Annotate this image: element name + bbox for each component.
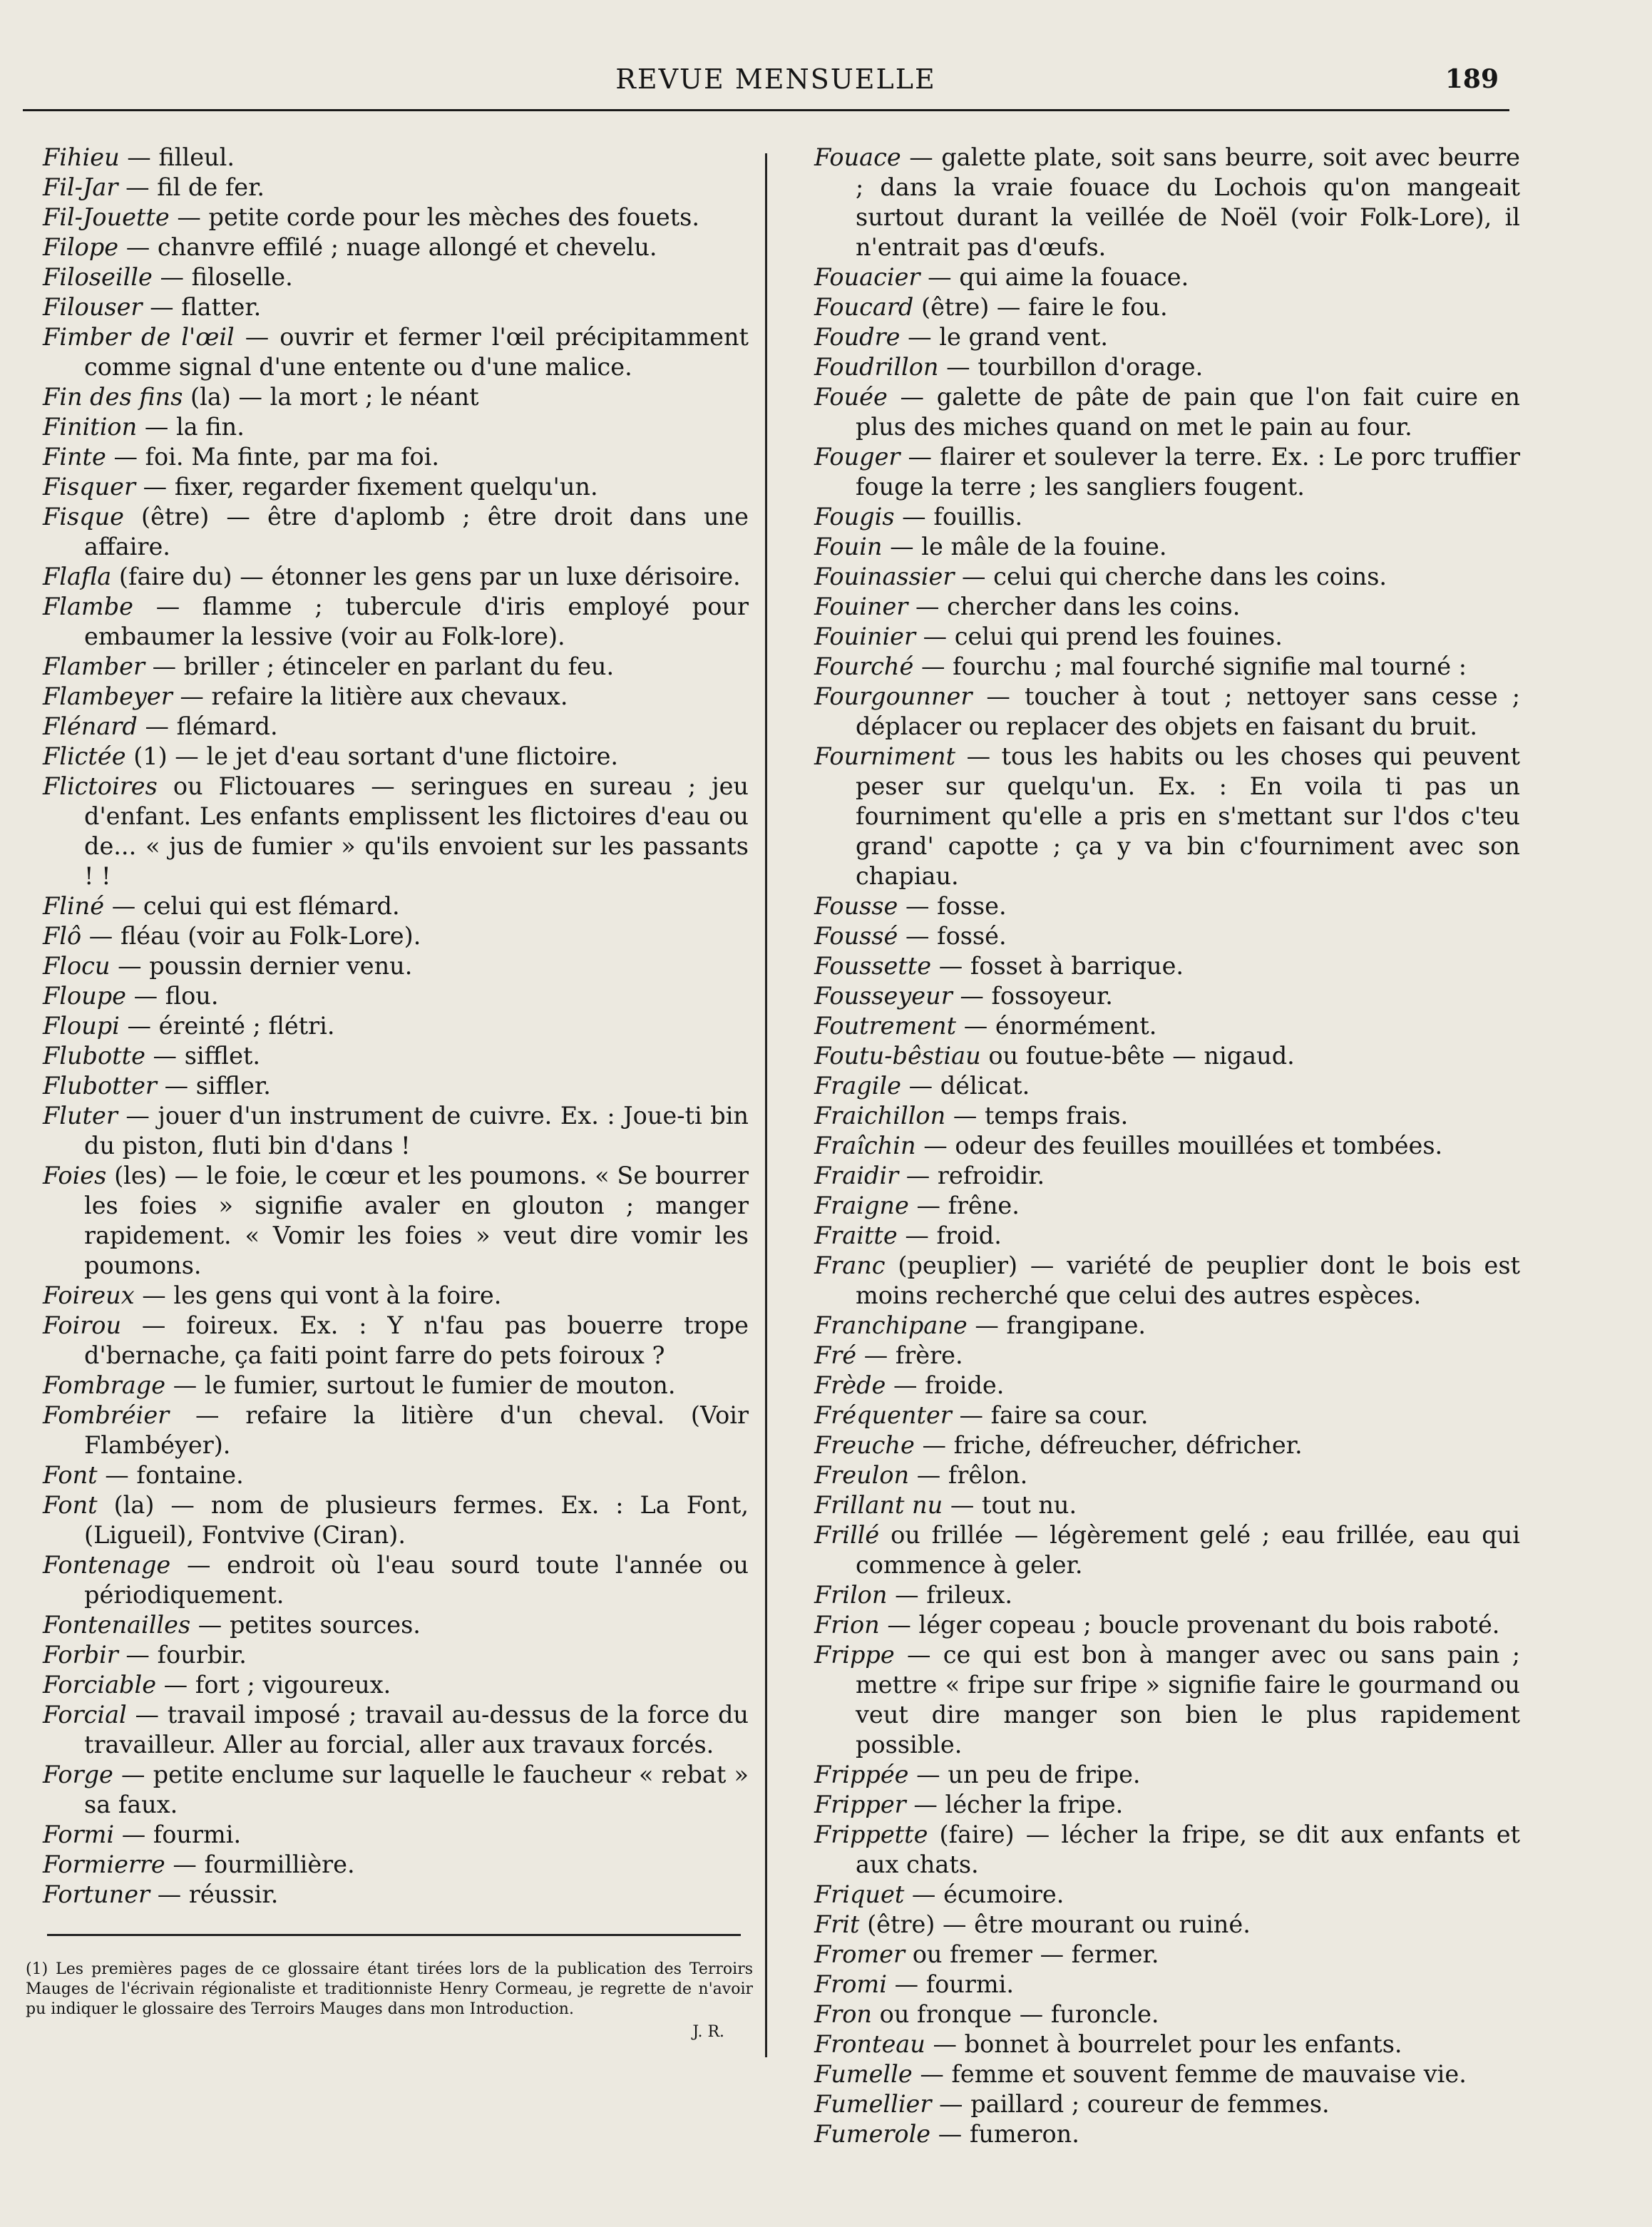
entry-headword: Frillé (814, 1521, 880, 1549)
entry-definition: ou frillée — légèrement gelé ; eau frillée, eau qui commence à geler. (856, 1521, 1520, 1579)
entry-definition: (faire) — lécher la fripe, se dit aux enfants et aux chats. (856, 1821, 1520, 1878)
entry-definition: — filleul. (119, 143, 235, 171)
entry-headword: Fimber de l'œil (43, 323, 235, 351)
glossary-entry (814, 1490, 1520, 1520)
entry-headword: Fraigne (814, 1192, 909, 1219)
glossary-entry (814, 1820, 1520, 1880)
entry-definition: — petite enclume sur laquelle le faucheur « rebat » sa faux. (84, 1761, 749, 1818)
glossary-entry (43, 1281, 749, 1311)
glossary-entry (814, 1191, 1520, 1221)
glossary-entry (814, 352, 1520, 382)
entry-definition: (la) — la mort ; le néant (183, 383, 479, 411)
entry-definition: (être) — faire le fou. (913, 293, 1168, 321)
glossary-entry (43, 1640, 749, 1670)
entry-definition: — flairer et soulever la terre. Ex. : Le porc truffier fouge la terre ; les sangliers fougent. (856, 443, 1520, 501)
entry-definition: ou foutue-bête — nigaud. (980, 1042, 1295, 1070)
glossary-entry (814, 1610, 1520, 1640)
glossary-entry (43, 292, 749, 322)
entry-definition: — foireux. Ex. : Y n'fau pas bouerre trope d'bernache, ça faiti point farre do pets foiroux ? (84, 1311, 749, 1369)
entry-headword: Foussette (814, 952, 932, 980)
entry-definition: — faire sa cour. (951, 1401, 1149, 1429)
entry-definition: — frangipane. (967, 1311, 1146, 1339)
glossary-entry (43, 1760, 749, 1820)
glossary-entry (814, 592, 1520, 622)
glossary-entry (43, 742, 749, 772)
entry-headword: Foucard (814, 293, 914, 321)
entry-definition: ou fremer — fermer. (905, 1940, 1159, 1968)
entry-headword: Fin des fins (43, 383, 183, 411)
glossary-entry (814, 1071, 1520, 1101)
column-divider (765, 153, 767, 2057)
glossary-entry (43, 1850, 749, 1880)
glossary-entry (43, 412, 749, 442)
entry-definition: — fort ; vigoureux. (156, 1671, 391, 1699)
entry-headword: Fortuner (43, 1880, 150, 1908)
entry-headword: Franc (814, 1251, 886, 1279)
entry-definition: — fouillis. (894, 503, 1023, 531)
entry-definition: — tous les habits ou les choses qui peuvent peser sur quelqu'un. Ex. : En voila ti pas un fourniment qu'elle a pris en s'mettant sur l'dos c'teu grand' capotte ; ça y va bin c'fourniment avec son chapiau. (856, 742, 1520, 890)
entry-definition: (1) — le jet d'eau sortant d'une flictoire. (125, 742, 619, 770)
glossary-left-column (43, 143, 749, 1910)
glossary-entry (43, 322, 749, 382)
glossary-entry (43, 772, 749, 891)
entry-headword: Foies (43, 1162, 107, 1189)
glossary-entry (814, 292, 1520, 322)
entry-headword: Fisque (43, 503, 124, 531)
entry-definition: — le fumier, surtout le fumier de mouton. (165, 1371, 676, 1399)
glossary-entry (814, 1101, 1520, 1131)
entry-definition: — refaire la litière aux chevaux. (172, 682, 568, 710)
entry-definition: — énormément. (956, 1012, 1157, 1040)
entry-definition: — frère. (856, 1341, 963, 1369)
entry-definition: — fontaine. (97, 1461, 244, 1489)
entry-headword: Fron (814, 2000, 873, 2028)
glossary-entry (43, 1011, 749, 1041)
entry-definition: — travail imposé ; travail au-dessus de la force du travailleur. Aller au forcial, aller aux travaux forcés. (84, 1701, 749, 1758)
entry-definition: — endroit où l'eau sourd toute l'année ou périodiquement. (84, 1551, 749, 1609)
entry-headword: Fumerole (814, 2120, 931, 2148)
entry-headword: Font (43, 1461, 98, 1489)
entry-definition: — fosse. (898, 892, 1007, 920)
glossary-entry (814, 1760, 1520, 1790)
glossary-entry (43, 1311, 749, 1371)
entry-definition: — le mâle de la fouine. (882, 533, 1167, 560)
entry-definition: — refaire la litière d'un cheval. (Voir Flambéyer). (84, 1401, 749, 1459)
glossary-entry (814, 1430, 1520, 1460)
glossary-entry (814, 2029, 1520, 2059)
entry-headword: Fouiner (814, 593, 908, 620)
entry-definition: — éreinté ; flétri. (119, 1012, 335, 1040)
entry-headword: Frippette (814, 1821, 928, 1848)
entry-headword: Fouger (814, 443, 901, 471)
glossary-entry (814, 1640, 1520, 1760)
entry-headword: Fluter (43, 1102, 118, 1130)
entry-definition: — celui qui prend les fouines. (915, 623, 1283, 650)
entry-definition: — fumeron. (930, 2120, 1079, 2148)
entry-definition: — celui qui cherche dans les coins. (954, 563, 1387, 590)
entry-definition: — filoselle. (152, 263, 293, 291)
glossary-entry (43, 1041, 749, 1071)
entry-headword: Formierre (43, 1850, 165, 1878)
entry-definition: — chercher dans les coins. (908, 593, 1241, 620)
glossary-entry (814, 1401, 1520, 1430)
glossary-entry (43, 382, 749, 412)
glossary-entry (814, 1011, 1520, 1041)
footnote-text: (1) Les premières pages de ce glossaire étant tirées lors de la publication des Terroirs Mauges de l'écrivain régionaliste et traditionniste Henry Cormeau, je regrette de n'avoir pu indiquer le glossaire des Terroirs Mauges dans mon Introduction. (26, 1960, 753, 2018)
entry-definition: — tourbillon d'orage. (938, 353, 1204, 381)
entry-headword: Fripper (814, 1791, 906, 1818)
entry-headword: Fougis (814, 503, 895, 531)
entry-definition: — frêne. (908, 1192, 1020, 1219)
glossary-entry (814, 1221, 1520, 1251)
glossary-entry (43, 232, 749, 262)
entry-definition: — briller ; étinceler en parlant du feu. (144, 652, 615, 680)
glossary-entry (814, 1161, 1520, 1191)
entry-headword: Flamber (43, 652, 145, 680)
entry-headword: Filouser (43, 293, 143, 321)
footnote (26, 1960, 753, 2042)
entry-definition: — petite corde pour les mèches des fouets. (169, 203, 699, 231)
glossary-right-column (814, 143, 1520, 2149)
entry-headword: Flafla (43, 563, 112, 590)
entry-headword: Fumellier (814, 2090, 932, 2118)
entry-headword: Foudrillon (814, 353, 939, 381)
entry-definition: — fossé. (898, 922, 1007, 950)
glossary-entry (43, 921, 749, 951)
entry-headword: Finte (43, 443, 106, 471)
glossary-entry (43, 442, 749, 472)
glossary-entry (814, 1131, 1520, 1161)
entry-headword: Finition (43, 413, 138, 441)
glossary-entry (43, 652, 749, 682)
entry-definition: — temps frais. (945, 1102, 1129, 1130)
entry-definition: — fixer, regarder fixement quelqu'un. (135, 473, 598, 501)
glossary-entry (43, 1490, 749, 1550)
glossary-entry (814, 1311, 1520, 1341)
glossary-entry (814, 1790, 1520, 1820)
glossary-entry (814, 143, 1520, 262)
entry-headword: Forbir (43, 1641, 118, 1669)
entry-headword: Fouinassier (814, 563, 955, 590)
entry-headword: Flô (43, 922, 82, 950)
entry-headword: Fisquer (43, 473, 136, 501)
glossary-entry (43, 1880, 749, 1910)
entry-headword: Flubotter (43, 1072, 157, 1100)
glossary-entry (814, 1041, 1520, 1071)
glossary-entry (814, 532, 1520, 562)
entry-definition: — poussin dernier venu. (110, 952, 413, 980)
entry-headword: Flambeyer (43, 682, 173, 710)
entry-headword: Forcial (43, 1701, 127, 1729)
entry-definition: — ouvrir et fermer l'œil précipitamment comme signal d'une entente ou d'une malice. (84, 323, 749, 381)
entry-headword: Fontenailles (43, 1611, 191, 1639)
entry-definition: ou fronque — furoncle. (872, 2000, 1159, 2028)
entry-headword: Fouée (814, 383, 888, 411)
entry-headword: Fourniment (814, 742, 956, 770)
entry-headword: Fouin (814, 533, 883, 560)
entry-headword: Fouace (814, 143, 901, 171)
glossary-entry (814, 1940, 1520, 1970)
entry-headword: Fourché (814, 652, 914, 680)
entry-definition: (la) — nom de plusieurs fermes. Ex. : La Font, (Ligueil), Fontvive (Ciran). (84, 1491, 749, 1549)
glossary-entry (43, 1700, 749, 1760)
entry-definition: — flémard. (137, 712, 278, 740)
glossary-entry (43, 502, 749, 562)
entry-definition: — fil de fer. (118, 173, 265, 201)
entry-definition: — flou. (125, 982, 219, 1010)
entry-definition: — celui qui est flémard. (104, 892, 400, 920)
entry-headword: Filoseille (43, 263, 153, 291)
glossary-entry (43, 472, 749, 502)
glossary-entry (814, 442, 1520, 502)
entry-headword: Fombréier (43, 1401, 170, 1429)
entry-headword: Flénard (43, 712, 138, 740)
glossary-entry (43, 1610, 749, 1640)
entry-headword: Foirou (43, 1311, 122, 1339)
entry-definition: — paillard ; coureur de femmes. (931, 2090, 1330, 2118)
glossary-entry (43, 1071, 749, 1101)
glossary-entry (814, 1520, 1520, 1580)
entry-definition: — flatter. (142, 293, 262, 321)
entry-headword: Floupe (43, 982, 126, 1010)
glossary-entry (814, 2000, 1520, 2029)
entry-headword: Fromi (814, 1970, 887, 1998)
entry-definition: — siffler. (156, 1072, 271, 1100)
glossary-entry (814, 682, 1520, 742)
glossary-entry (814, 1580, 1520, 1610)
entry-definition: — sifflet. (145, 1042, 261, 1070)
glossary-entry (814, 322, 1520, 352)
entry-headword: Frilon (814, 1581, 888, 1609)
entry-headword: Fousse (814, 892, 898, 920)
entry-headword: Fréquenter (814, 1401, 952, 1429)
glossary-entry (814, 1251, 1520, 1311)
entry-headword: Foussé (814, 922, 898, 950)
glossary-entry (43, 262, 749, 292)
running-title: REVUE MENSUELLE (615, 63, 936, 95)
entry-headword: Font (43, 1491, 98, 1519)
entry-headword: Filope (43, 233, 119, 261)
entry-definition: ou Flictouares — seringues en sureau ; jeu d'enfant. Les enfants emplissent les flictoires d'eau ou de... « jus de fumier » qu'ils envoient sur les passants ! ! (84, 772, 749, 890)
glossary-entry (814, 2059, 1520, 2089)
glossary-entry (814, 652, 1520, 682)
glossary-entry (43, 1460, 749, 1490)
entry-headword: Frède (814, 1371, 886, 1399)
entry-headword: Foutrement (814, 1012, 957, 1040)
entry-definition: (peuplier) — variété de peuplier dont le bois est moins recherché que celui des autres espèces. (856, 1251, 1520, 1309)
entry-headword: Fil-Jouette (43, 203, 170, 231)
glossary-entry (814, 622, 1520, 652)
entry-definition: — odeur des feuilles mouillées et tombées. (915, 1132, 1443, 1159)
entry-definition: — femme et souvent femme de mauvaise vie. (912, 2060, 1467, 2088)
glossary-entry (43, 981, 749, 1011)
entry-headword: Fumelle (814, 2060, 913, 2088)
glossary-entry (814, 981, 1520, 1011)
glossary-entry (814, 1970, 1520, 2000)
glossary-entry (814, 891, 1520, 921)
glossary-entry (814, 1371, 1520, 1401)
entry-definition: (être) — être mourant ou ruiné. (859, 1910, 1251, 1938)
entry-definition: — chanvre effilé ; nuage allongé et chevelu. (118, 233, 657, 261)
glossary-entry (43, 682, 749, 712)
entry-definition: — foi. Ma finte, par ma foi. (106, 443, 440, 471)
glossary-entry (43, 592, 749, 652)
glossary-entry (43, 1550, 749, 1610)
entry-headword: Fronteau (814, 2030, 925, 2058)
glossary-entry (814, 1910, 1520, 1940)
entry-headword: Fliné (43, 892, 105, 920)
entry-headword: Fombrage (43, 1371, 166, 1399)
footnote-rule (47, 1934, 741, 1936)
entry-headword: Flocu (43, 952, 111, 980)
entry-headword: Fouacier (814, 263, 920, 291)
footnote-signature: J. R. (692, 2023, 724, 2041)
entry-headword: Fihieu (43, 143, 120, 171)
entry-definition: — fourmi. (114, 1821, 242, 1848)
entry-definition: (les) — le foie, le cœur et les poumons. « Se bourrer les foies » signifie avaler en glouton ; manger rapidement. « Vomir les foies » veut dire vomir les poumons. (84, 1162, 749, 1279)
glossary-entry (43, 1161, 749, 1281)
glossary-entry (814, 382, 1520, 442)
entry-definition: — délicat. (901, 1072, 1030, 1100)
entry-definition: — jouer d'un instrument de cuivre. Ex. : Joue-ti bin du piston, fluti bin d'dans ! (84, 1102, 749, 1159)
entry-definition: (faire du) — étonner les gens par un luxe dérisoire. (111, 563, 741, 590)
glossary-entry (814, 262, 1520, 292)
glossary-entry (814, 1880, 1520, 1910)
entry-definition: — le grand vent. (900, 323, 1108, 351)
entry-headword: Frillant nu (814, 1491, 943, 1519)
entry-definition: — fourchu ; mal fourché signifie mal tourné : (913, 652, 1467, 680)
entry-headword: Fourgounner (814, 682, 973, 710)
entry-definition: — un peu de fripe. (908, 1761, 1141, 1788)
glossary-entry (43, 1371, 749, 1401)
entry-headword: Fraitte (814, 1222, 898, 1249)
entry-definition: — galette plate, soit sans beurre, soit avec beurre ; dans la vraie fouace du Lochois qu'on mangeait surtout durant la veillée de Noël (voir Folk-Lore), il n'entrait pas d'œufs. (856, 143, 1520, 261)
entry-headword: Fré (814, 1341, 857, 1369)
entry-headword: Flambe (43, 593, 133, 620)
entry-definition: — qui aime la fouace. (920, 263, 1189, 291)
entry-headword: Friquet (814, 1880, 905, 1908)
glossary-entry (814, 951, 1520, 981)
entry-headword: Foireux (43, 1281, 135, 1309)
entry-headword: Foudre (814, 323, 901, 351)
entry-definition: — frileux. (887, 1581, 1013, 1609)
glossary-entry (43, 1401, 749, 1460)
glossary-entry (43, 891, 749, 921)
entry-definition: — petites sources. (190, 1611, 421, 1639)
entry-definition: — lécher la fripe. (905, 1791, 1124, 1818)
entry-definition: — flamme ; tubercule d'iris employé pour embaumer la lessive (voir au Folk-lore). (84, 593, 749, 650)
glossary-entry (814, 502, 1520, 532)
glossary-entry (814, 742, 1520, 891)
entry-headword: Fromer (814, 1940, 905, 1968)
glossary-entry (814, 562, 1520, 592)
glossary-entry (43, 143, 749, 173)
entry-headword: Freuche (814, 1431, 915, 1459)
entry-definition: — refroidir. (898, 1162, 1045, 1189)
glossary-entry (43, 1820, 749, 1850)
entry-headword: Freulon (814, 1461, 910, 1489)
entry-definition: — frêlon. (909, 1461, 1028, 1489)
entry-definition: — fosset à barrique. (931, 952, 1184, 980)
glossary-entry (43, 173, 749, 203)
entry-headword: Formi (43, 1821, 115, 1848)
entry-headword: Fraîchin (814, 1132, 916, 1159)
entry-definition: — fourmillière. (165, 1850, 355, 1878)
entry-headword: Foutu-bêstiau (814, 1042, 981, 1070)
glossary-entry (814, 1460, 1520, 1490)
entry-headword: Fouinier (814, 623, 915, 650)
entry-headword: Frit (814, 1910, 860, 1938)
glossary-entry (43, 712, 749, 742)
entry-definition: — réussir. (150, 1880, 279, 1908)
glossary-entry (43, 1670, 749, 1700)
entry-headword: Fousseyeur (814, 982, 953, 1010)
glossary-entry (814, 921, 1520, 951)
glossary-entry (814, 2119, 1520, 2149)
entry-definition: — fourmi. (886, 1970, 1015, 1998)
entry-definition: — écumoire. (904, 1880, 1064, 1908)
entry-definition: — léger copeau ; boucle provenant du bois raboté. (879, 1611, 1500, 1639)
entry-definition: — les gens qui vont à la foire. (134, 1281, 502, 1309)
entry-definition: — la fin. (137, 413, 245, 441)
entry-headword: Flictée (43, 742, 126, 770)
entry-headword: Franchipane (814, 1311, 968, 1339)
glossary-entry (43, 1101, 749, 1161)
entry-headword: Floupi (43, 1012, 120, 1040)
glossary-entry (814, 2089, 1520, 2119)
entry-headword: Frippe (814, 1641, 895, 1669)
entry-headword: Forge (43, 1761, 113, 1788)
entry-definition: (être) — être d'aplomb ; être droit dans une affaire. (84, 503, 749, 560)
entry-definition: — galette de pâte de pain que l'on fait cuire en plus des miches quand on met le pain au four. (856, 383, 1520, 441)
entry-definition: — fléau (voir au Folk-Lore). (81, 922, 421, 950)
entry-headword: Fontenage (43, 1551, 171, 1579)
entry-definition: — froid. (897, 1222, 1002, 1249)
entry-headword: Frion (814, 1611, 880, 1639)
entry-definition: — ce qui est bon à manger avec ou sans pain ; mettre « fripe sur fripe » signifie faire le gourmand ou veut dire manger son bien le plus rapidement possible. (856, 1641, 1520, 1758)
entry-headword: Fragile (814, 1072, 901, 1100)
glossary-entry (43, 203, 749, 232)
entry-headword: Flubotte (43, 1042, 145, 1070)
entry-definition: — toucher à tout ; nettoyer sans cesse ; déplacer ou replacer des objets en faisant du bruit. (856, 682, 1520, 740)
glossary-entry (43, 562, 749, 592)
entry-definition: — tout nu. (943, 1491, 1077, 1519)
entry-definition: — fossoyeur. (952, 982, 1113, 1010)
entry-headword: Forciable (43, 1671, 157, 1699)
entry-definition: — fourbir. (118, 1641, 247, 1669)
page-number: 189 (1445, 64, 1499, 94)
header-rule (23, 109, 1509, 111)
entry-definition: — friche, défreucher, défricher. (914, 1431, 1303, 1459)
glossary-entry (814, 1341, 1520, 1371)
entry-headword: Fraichillon (814, 1102, 946, 1130)
page-header (43, 61, 1509, 111)
glossary-entry (43, 951, 749, 981)
entry-headword: Flictoires (43, 772, 158, 800)
entry-headword: Frippée (814, 1761, 909, 1788)
entry-headword: Fil-Jar (43, 173, 118, 201)
entry-definition: — bonnet à bourrelet pour les enfants. (925, 2030, 1402, 2058)
entry-headword: Fraidir (814, 1162, 899, 1189)
entry-definition: — froide. (886, 1371, 1005, 1399)
